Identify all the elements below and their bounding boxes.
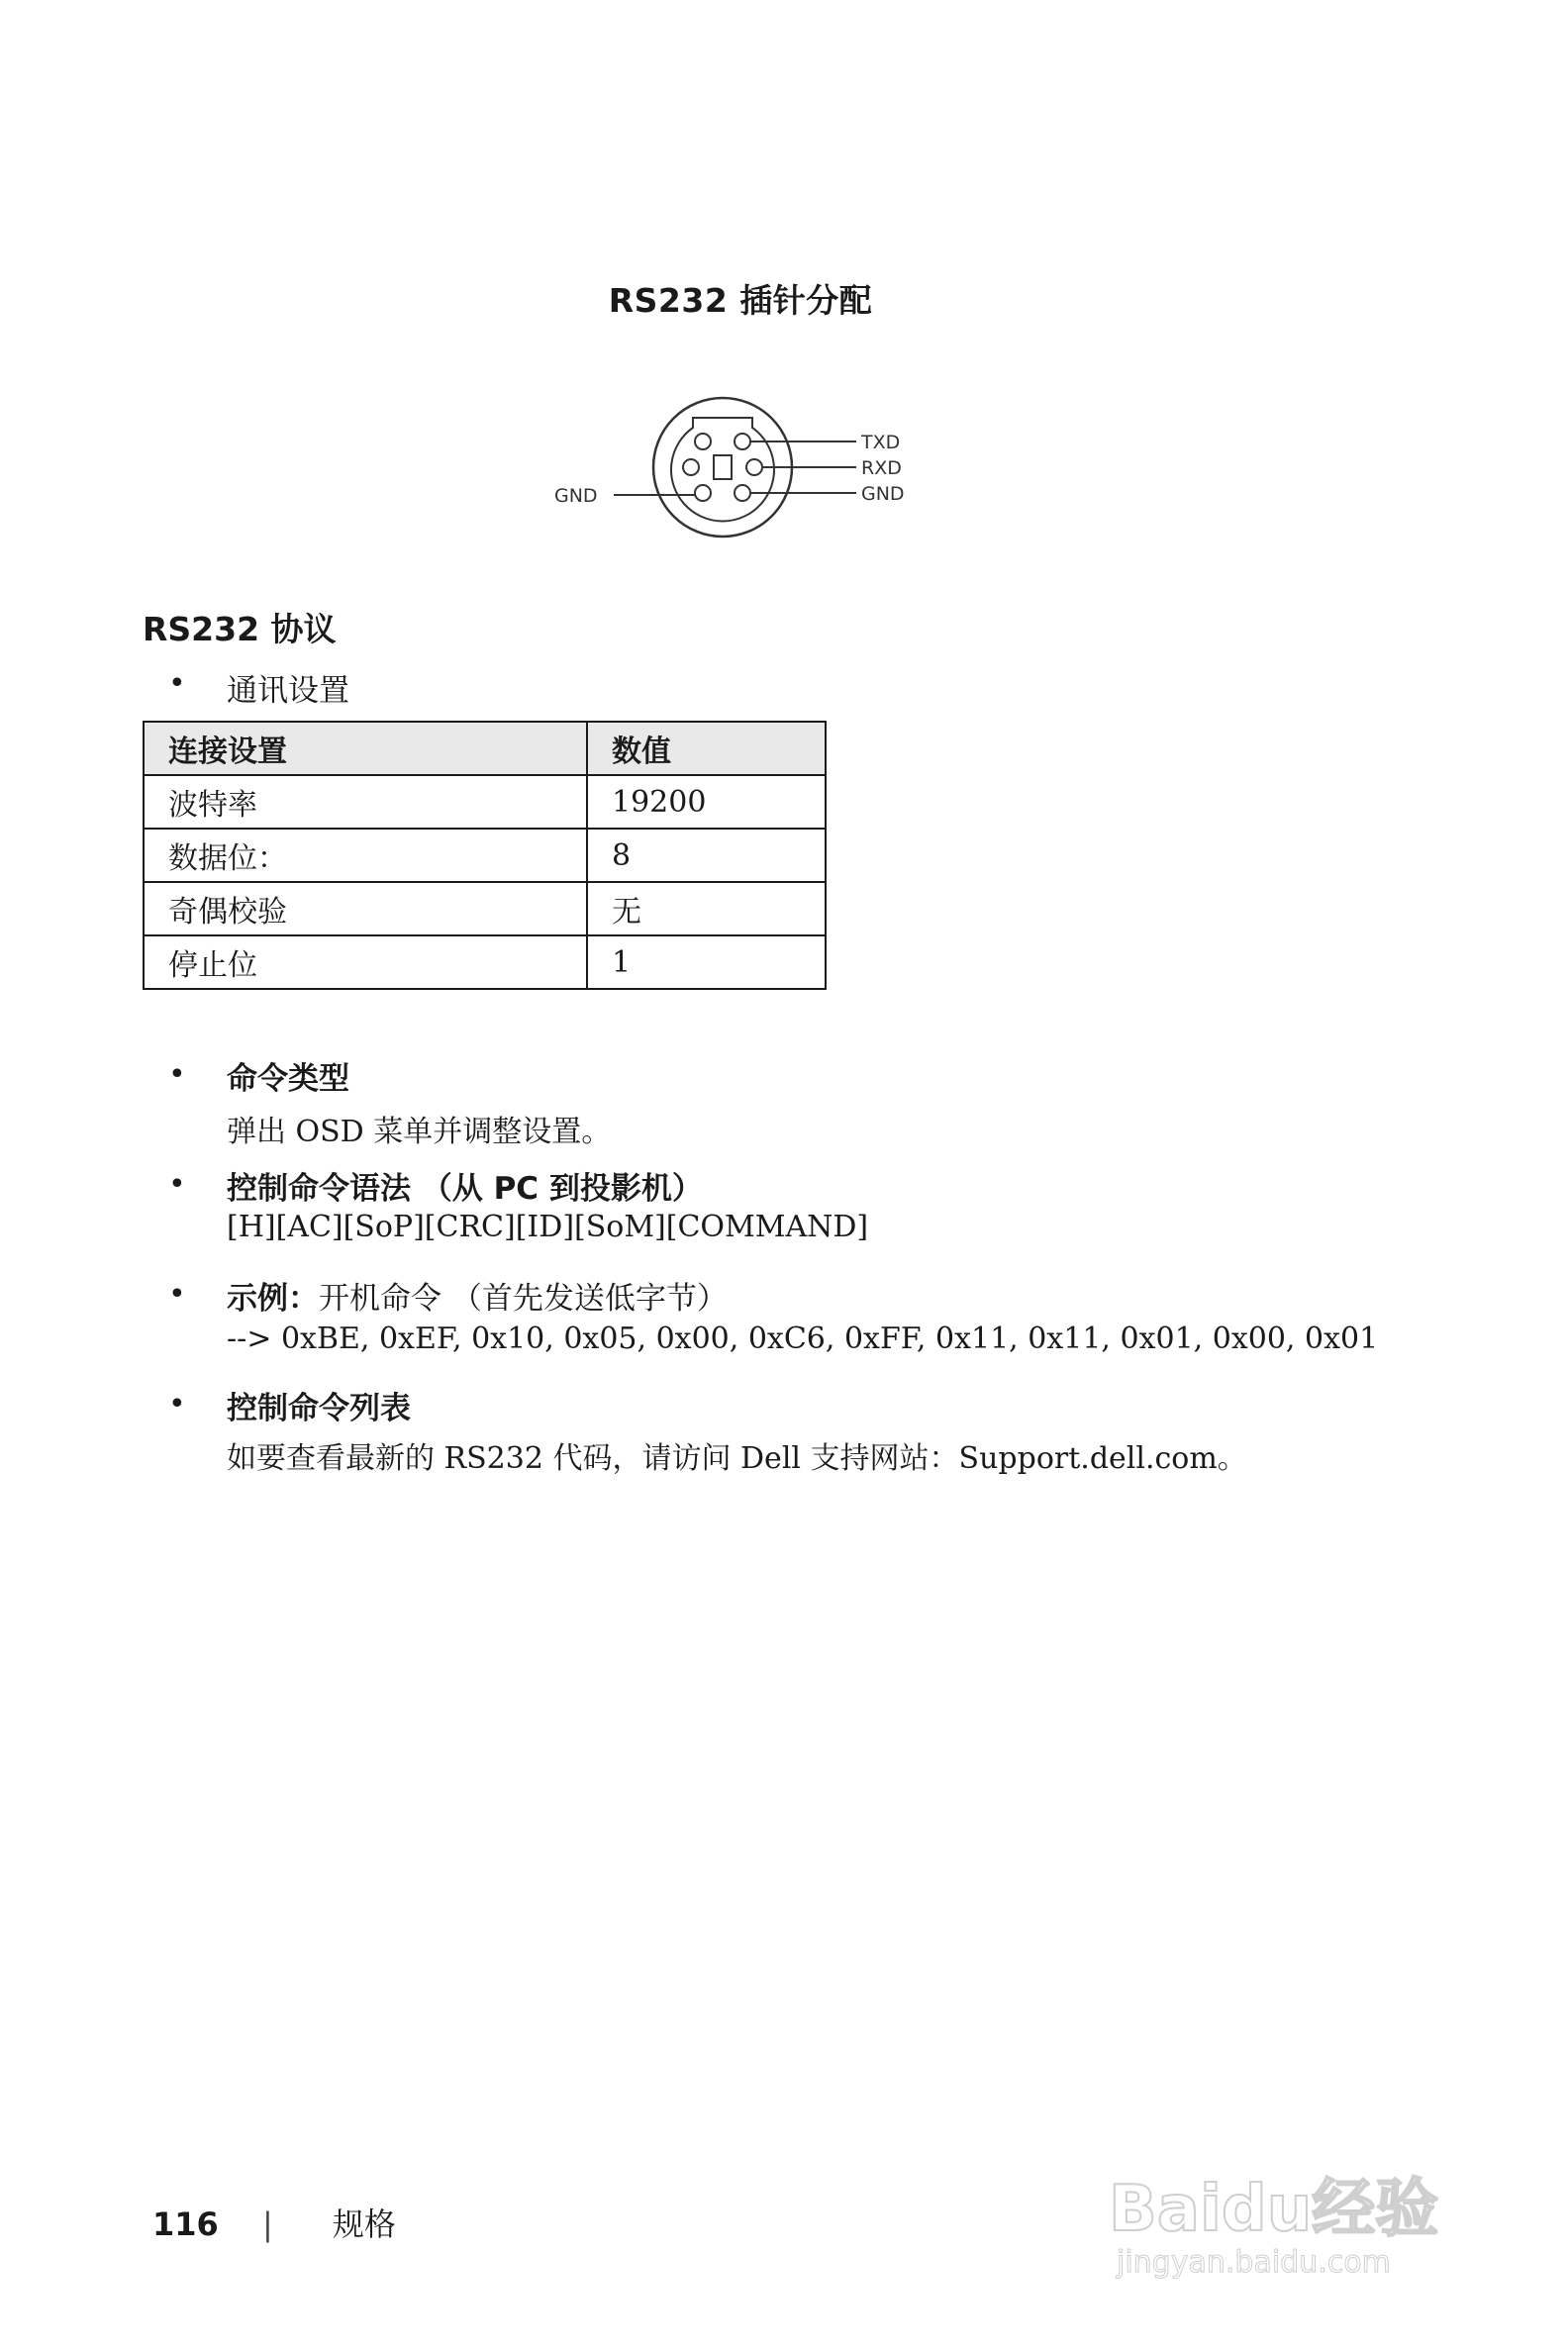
pin-bottom-left xyxy=(695,485,711,501)
example-label xyxy=(227,1273,728,1318)
setting-value: 1 xyxy=(587,935,826,989)
rs232-connector-diagram xyxy=(535,376,950,554)
footer-section-name: 规格 xyxy=(332,2205,396,2243)
gnd-left-label: GND xyxy=(554,485,598,507)
header-value: 数值 xyxy=(587,722,826,775)
table-row xyxy=(144,775,826,829)
command-syntax-body: [H][AC][SoP][CRC][ID][SoM][COMMAND] xyxy=(227,1210,869,1244)
table-row xyxy=(144,882,826,935)
comm-settings-label: 通讯设置 xyxy=(227,673,349,709)
example-label-bold: 示例： xyxy=(227,1281,319,1317)
setting-name: 停止位 xyxy=(144,935,587,989)
page-number: 116 xyxy=(152,2205,219,2243)
bullet-command-type: • xyxy=(168,1057,186,1092)
setting-name: 奇偶校验 xyxy=(144,882,587,935)
table-row xyxy=(144,829,826,882)
setting-value: 无 xyxy=(587,882,826,935)
bullet-command-syntax: • xyxy=(168,1167,186,1202)
pin-assignment-title: RS232 插针分配 xyxy=(608,281,873,320)
setting-value: 19200 xyxy=(587,775,826,829)
command-type-label: 命令类型 xyxy=(227,1061,349,1097)
connector-inner-shell xyxy=(671,418,774,521)
bullet-example: • xyxy=(168,1277,186,1312)
baidu-watermark xyxy=(1109,2118,1485,2316)
page-footer xyxy=(152,2200,396,2245)
txd-label: TXD xyxy=(861,432,901,453)
example-label-text: 开机命令 （首先发送低字节） xyxy=(319,1281,728,1317)
gnd-right-label: GND xyxy=(861,483,905,505)
table-row xyxy=(144,935,826,989)
bullet-comm-settings: • xyxy=(168,666,186,701)
bullet-command-list: • xyxy=(168,1387,186,1421)
center-key xyxy=(714,455,732,479)
command-syntax-label: 控制命令语法 （从 PC 到投影机） xyxy=(227,1171,703,1207)
setting-name: 数据位： xyxy=(144,829,587,882)
setting-value: 8 xyxy=(587,829,826,882)
setting-name: 波特率 xyxy=(144,775,587,829)
protocol-heading: RS232 协议 xyxy=(143,610,337,648)
pin-bottom-right xyxy=(735,485,750,501)
command-list-body: 如要查看最新的 RS232 代码，请访问 Dell 支持网站：Support.dell.com。 xyxy=(227,1441,1247,1476)
command-list-label: 控制命令列表 xyxy=(227,1391,411,1426)
footer-separator: | xyxy=(261,2205,273,2243)
example-body: --> 0xBE, 0xEF, 0x10, 0x05, 0x00, 0xC6, 0xFF, 0x11, 0x11, 0x01, 0x00, 0x01 xyxy=(227,1322,1379,1356)
header-connection-setting: 连接设置 xyxy=(144,722,587,775)
pin-top-right xyxy=(735,434,750,449)
command-type-body: 弹出 OSD 菜单并调整设置。 xyxy=(227,1115,612,1149)
watermark-url: jingyan.baidu.com xyxy=(1117,2245,1391,2280)
pin-mid-left xyxy=(683,459,699,475)
table-header-row xyxy=(144,722,826,775)
comm-settings-table xyxy=(143,721,827,990)
rxd-label: RXD xyxy=(861,457,902,479)
watermark-logo: Baidu经验 xyxy=(1109,2173,1439,2246)
pin-top-left xyxy=(695,434,711,449)
pin-mid-right xyxy=(746,459,762,475)
